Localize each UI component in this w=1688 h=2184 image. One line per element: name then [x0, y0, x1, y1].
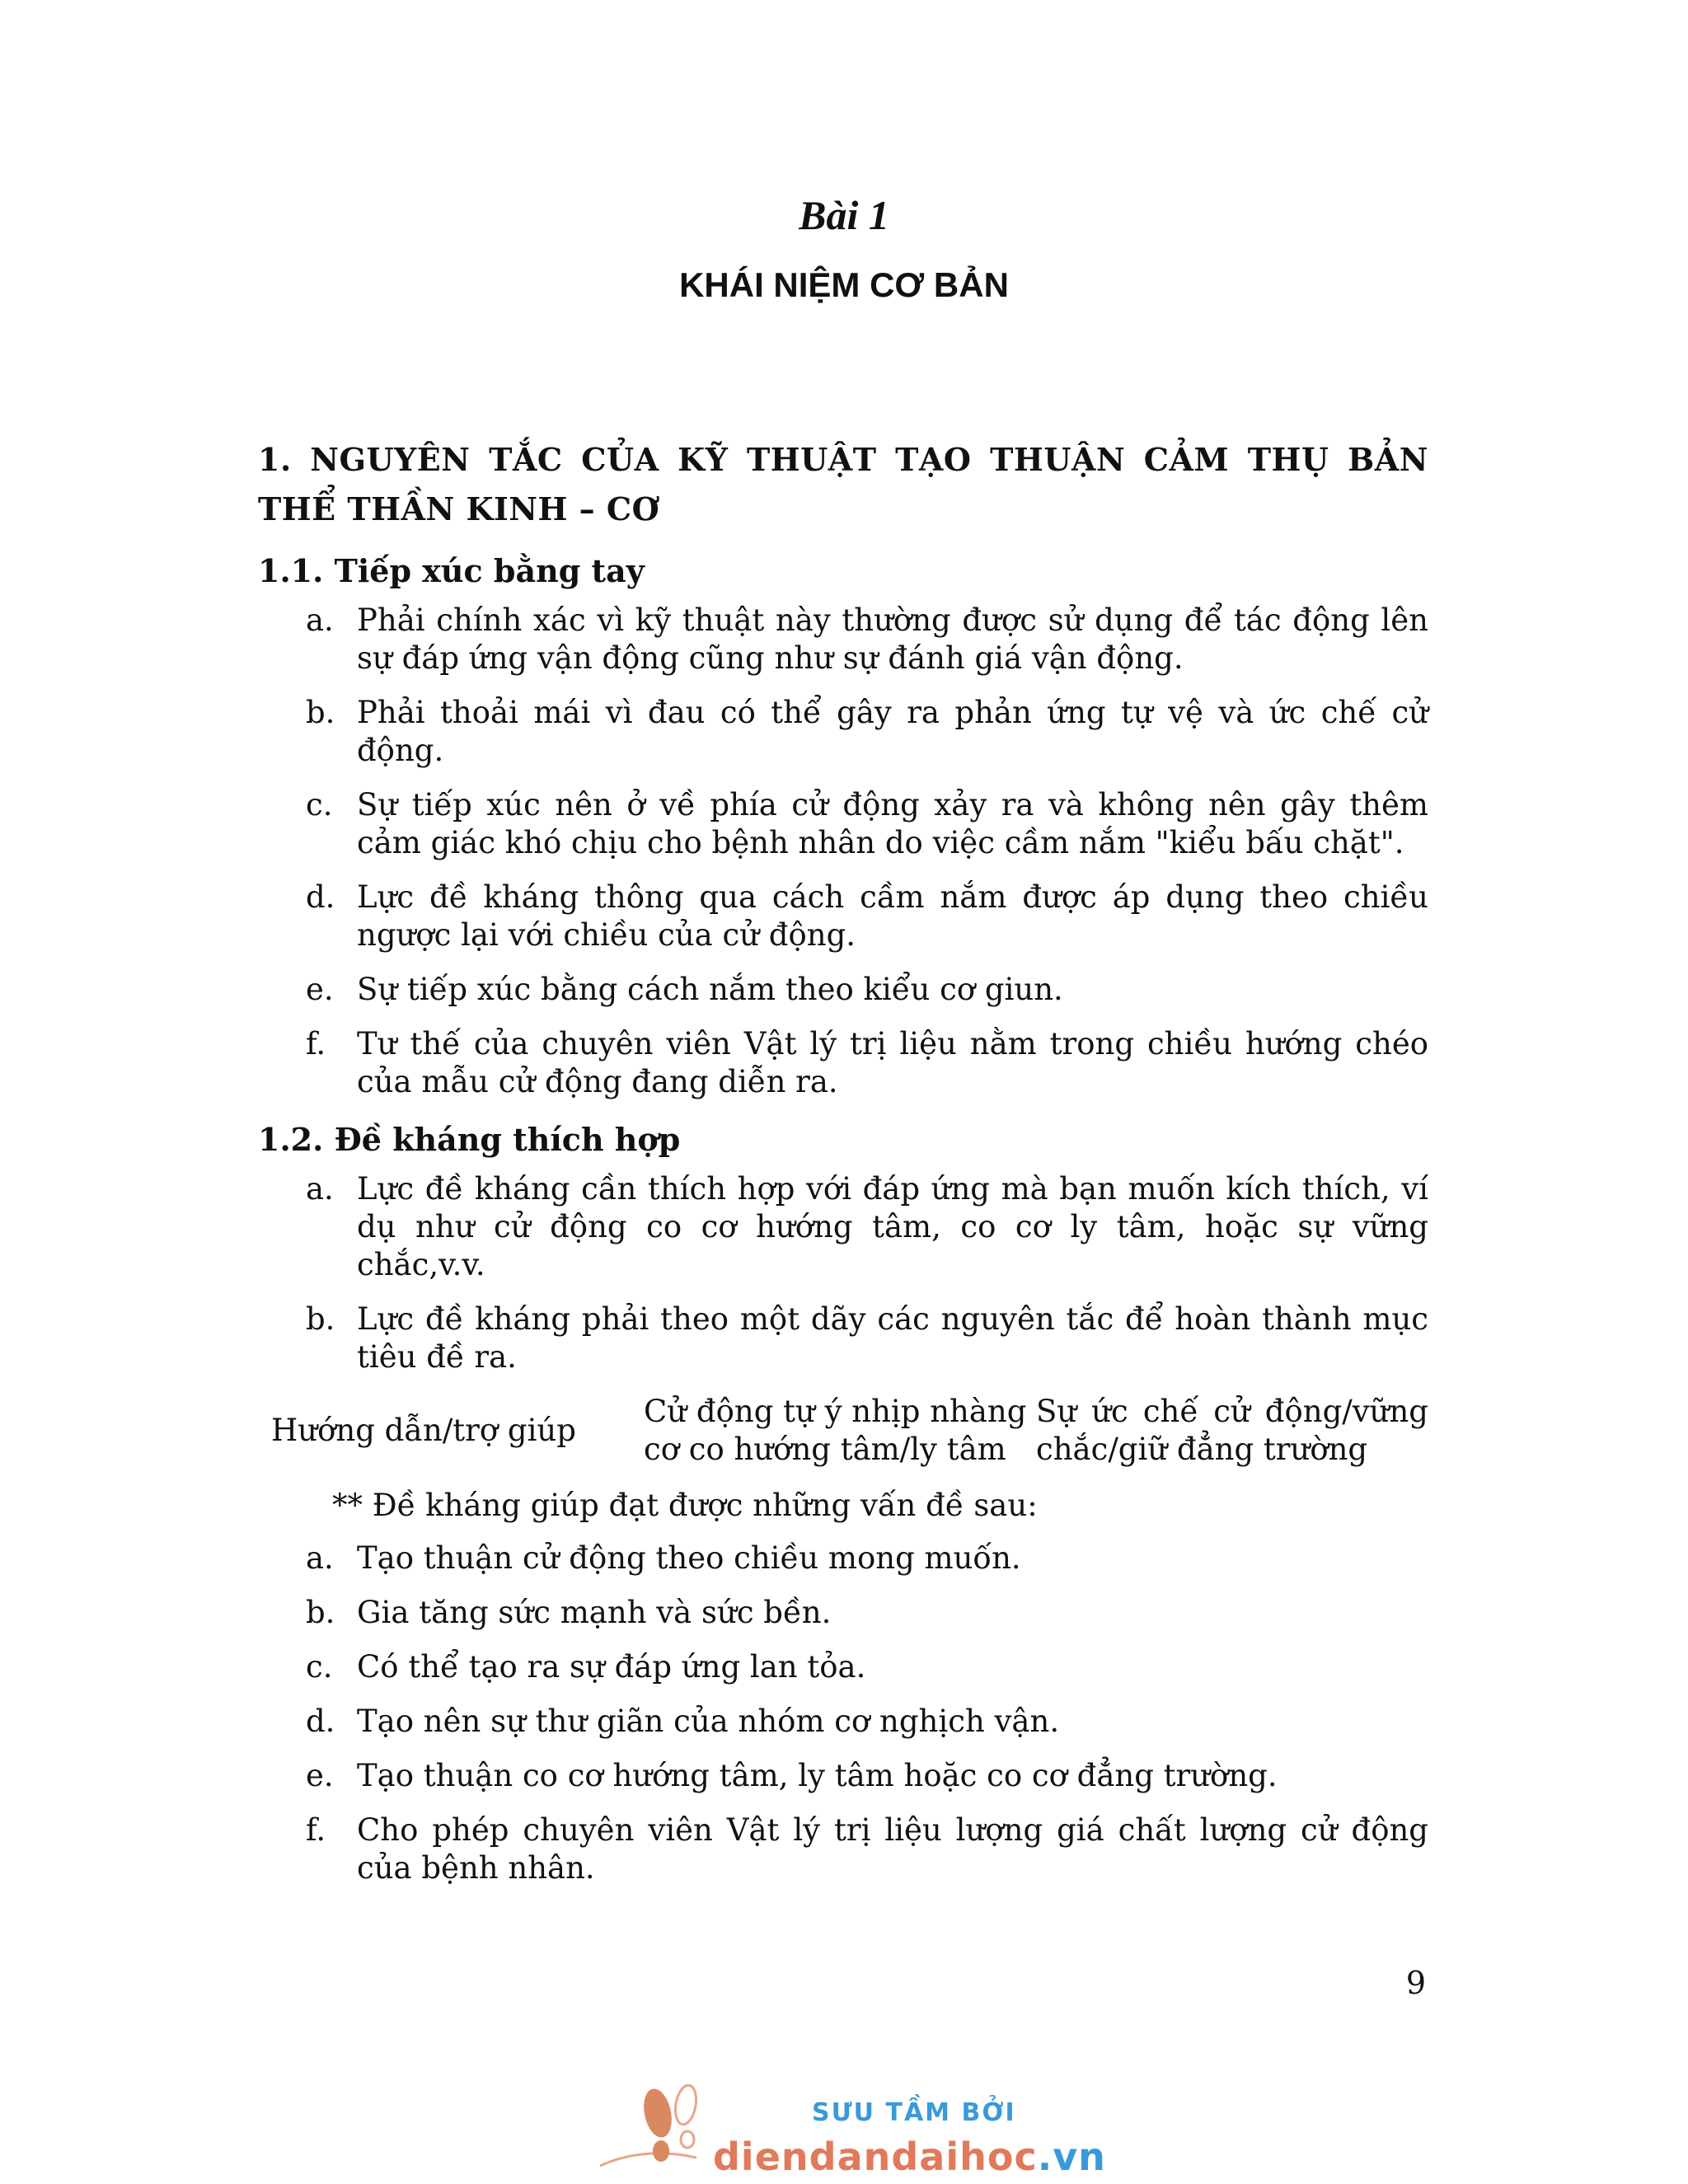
list-text: Lực đề kháng phải theo một dãy các nguyên tắc để hoàn thành mục tiêu đề ra. — [357, 1301, 1428, 1375]
list-marker: c. — [306, 1649, 333, 1685]
footprint-icon — [593, 2075, 701, 2182]
list-item — [258, 602, 1428, 677]
list-marker: b. — [306, 1301, 335, 1337]
watermark-suffix: .vn — [1037, 2135, 1106, 2179]
list-item — [258, 1301, 1428, 1376]
list-item — [258, 971, 1428, 1009]
list-text: Sự tiếp xúc nên ở về phía cử động xảy ra và không nên gây thêm cảm giác khó chịu cho bệnh nhân do việc cầm nắm "kiểu bấu chặt". — [357, 787, 1428, 860]
list-marker: a. — [306, 602, 334, 638]
list-text: Cho phép chuyên viên Vật lý trị liệu lượng giá chất lượng cử động của bệnh nhân. — [357, 1812, 1428, 1886]
list-item — [258, 1540, 1428, 1577]
subsection-heading: 1.2. Đề kháng thích hợp — [258, 1121, 681, 1158]
resistance-list — [258, 1170, 1428, 1376]
list-item — [258, 1757, 1428, 1795]
list-text: Sự tiếp xúc bằng cách nắm theo kiểu cơ giun. — [357, 972, 1063, 1007]
list-text: Tạo thuận cử động theo chiều mong muốn. — [357, 1540, 1021, 1576]
watermark-main-text — [713, 2135, 1106, 2179]
list-text: Lực đề kháng thông qua cách cầm nắm được áp dụng theo chiều ngược lại với chiều của cử động. — [357, 879, 1428, 953]
page-number: 9 — [1405, 1965, 1426, 2001]
list-item — [258, 694, 1428, 770]
list-marker: f. — [306, 1812, 326, 1848]
watermark-site-name: diendandaihoc — [713, 2135, 1038, 2179]
list-text: Tư thế của chuyên viên Vật lý trị liệu nằm trong chiều hướng chéo của mẫu cử động đang diễn ra. — [357, 1026, 1428, 1099]
list-marker: d. — [306, 1704, 335, 1739]
watermark-top-text: SƯU TẦM BỞI — [812, 2098, 1016, 2127]
page-content — [258, 435, 1428, 1907]
list-item — [258, 1811, 1428, 1887]
list-marker: b. — [306, 695, 335, 730]
list-marker: e. — [306, 972, 334, 1007]
list-item — [258, 1025, 1428, 1101]
hierarchy-col-inhibition: Sự ức chế cử động/vững chắc/giữ đẳng trường — [1036, 1394, 1428, 1467]
benefits-note: ** Đề kháng giúp đạt được những vấn đề sau: — [332, 1488, 1038, 1523]
list-marker: f. — [306, 1026, 326, 1062]
list-item — [258, 879, 1428, 954]
list-marker: a. — [306, 1540, 334, 1576]
list-marker: e. — [306, 1758, 334, 1793]
hierarchy-col-guide: Hướng dẫn/trợ giúp — [271, 1413, 576, 1448]
resistance-hierarchy — [258, 1393, 1428, 1469]
hierarchy-col-voluntary: Cử động tự ý nhịp nhàng cơ co hướng tâm/ly tâm — [644, 1394, 1027, 1467]
section-heading: 1. NGUYÊN TẮC CỦA KỸ THUẬT TẠO THUẬN CẢM THỤ BẢN THỂ THẦN KINH – CƠ — [258, 441, 1428, 527]
list-text: Tạo nên sự thư giãn của nhóm cơ nghịch vận. — [357, 1704, 1060, 1739]
list-text: Gia tăng sức mạnh và sức bền. — [357, 1595, 832, 1630]
list-text: Tạo thuận co cơ hướng tâm, ly tâm hoặc co cơ đẳng trường. — [357, 1758, 1278, 1793]
list-item — [258, 1703, 1428, 1741]
lesson-number: Bài 1 — [799, 192, 889, 238]
subsection-heading: 1.1. Tiếp xúc bằng tay — [258, 552, 645, 589]
benefits-list — [258, 1540, 1428, 1887]
list-item — [258, 1170, 1428, 1284]
list-marker: d. — [306, 879, 335, 915]
manual-contact-list — [258, 602, 1428, 1101]
list-marker: a. — [306, 1171, 334, 1207]
list-text: Phải chính xác vì kỹ thuật này thường được sử dụng để tác động lên sự đáp ứng vận động cũng như sự đánh giá vận động. — [357, 602, 1428, 676]
list-item — [258, 1648, 1428, 1686]
list-marker: b. — [306, 1595, 335, 1630]
lesson-title: KHÁI NIỆM CƠ BẢN — [679, 265, 1009, 304]
list-text: Phải thoải mái vì đau có thể gây ra phản ứng tự vệ và ức chế cử động. — [357, 695, 1428, 768]
list-text: Lực đề kháng cần thích hợp với đáp ứng mà bạn muốn kích thích, ví dụ như cử động co cơ hướng tâm, co cơ ly tâm, hoặc sự vững chắc,v.v. — [357, 1171, 1428, 1282]
watermark-logo — [544, 2069, 1121, 2184]
list-text: Có thể tạo ra sự đáp ứng lan tỏa. — [357, 1649, 866, 1685]
list-item — [258, 786, 1428, 862]
list-marker: c. — [306, 787, 333, 823]
list-item — [258, 1594, 1428, 1632]
